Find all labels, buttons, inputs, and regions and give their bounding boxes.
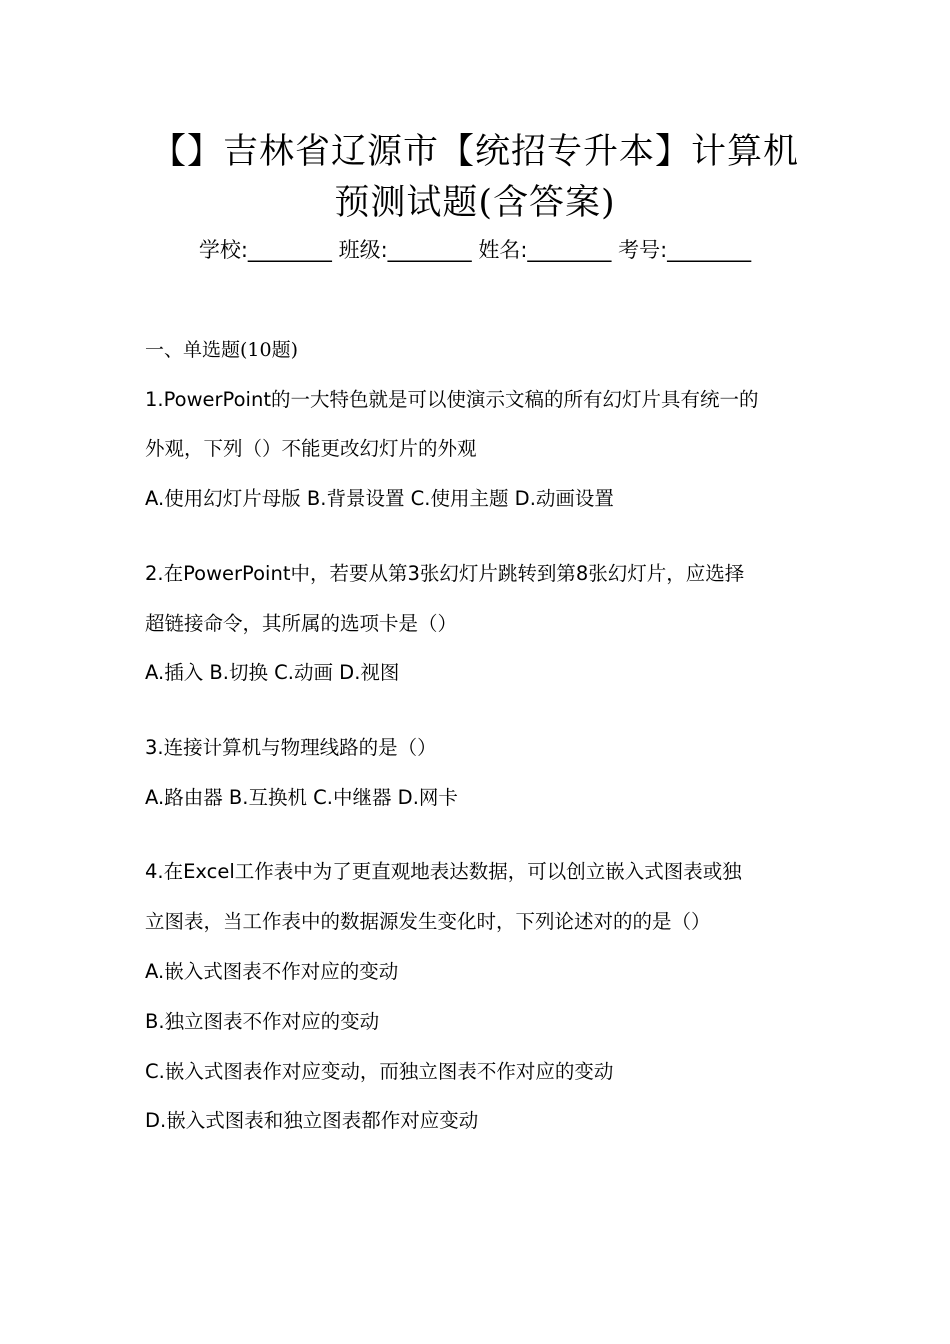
section-heading: 一、单选题(10题) bbox=[145, 339, 299, 361]
question-1-line-1: 1.PowerPoint的一大特色就是可以使演示文稿的所有幻灯片具有统一的 bbox=[145, 388, 759, 411]
question-4-line-2: 立图表，当工作表中的数据源发生变化时，下列论述对的的是（） bbox=[145, 910, 711, 933]
question-4-option-c: C.嵌入式图表作对应变动，而独立图表不作对应的变动 bbox=[145, 1060, 614, 1083]
question-3-line-1: 3.连接计算机与物理线路的是（） bbox=[145, 736, 437, 759]
question-1-options: A.使用幻灯片母版 B.背景设置 C.使用主题 D.动画设置 bbox=[145, 487, 614, 510]
document-title-line-2: 预测试题(含答案) bbox=[334, 183, 616, 223]
question-4-option-b: B.独立图表不作对应的变动 bbox=[145, 1010, 380, 1033]
question-4-option-a: A.嵌入式图表不作对应的变动 bbox=[145, 960, 399, 983]
document-title-line-1: 【】吉林省辽源市【统招专升本】计算机 bbox=[150, 132, 799, 172]
question-2-line-2: 超链接命令，其所属的选项卡是（） bbox=[145, 612, 458, 635]
question-3-options: A.路由器 B.互换机 C.中继器 D.网卡 bbox=[145, 786, 458, 809]
question-1-line-2: 外观，下列（）不能更改幻灯片的外观 bbox=[145, 437, 477, 460]
student-info-line bbox=[0, 236, 950, 264]
question-2-options: A.插入 B.切换 C.动画 D.视图 bbox=[145, 661, 400, 684]
question-4-option-d: D.嵌入式图表和独立图表都作对应变动 bbox=[145, 1109, 479, 1132]
question-2-line-1: 2.在PowerPoint中，若要从第3张幻灯片跳转到第8张幻灯片，应选择 bbox=[145, 562, 745, 585]
question-4-line-1: 4.在Excel工作表中为了更直观地表达数据，可以创立嵌入式图表或独 bbox=[145, 860, 742, 883]
student-info-text: 学校:________ 班级:________ 姓名:________ 考号:________ bbox=[198, 238, 752, 262]
